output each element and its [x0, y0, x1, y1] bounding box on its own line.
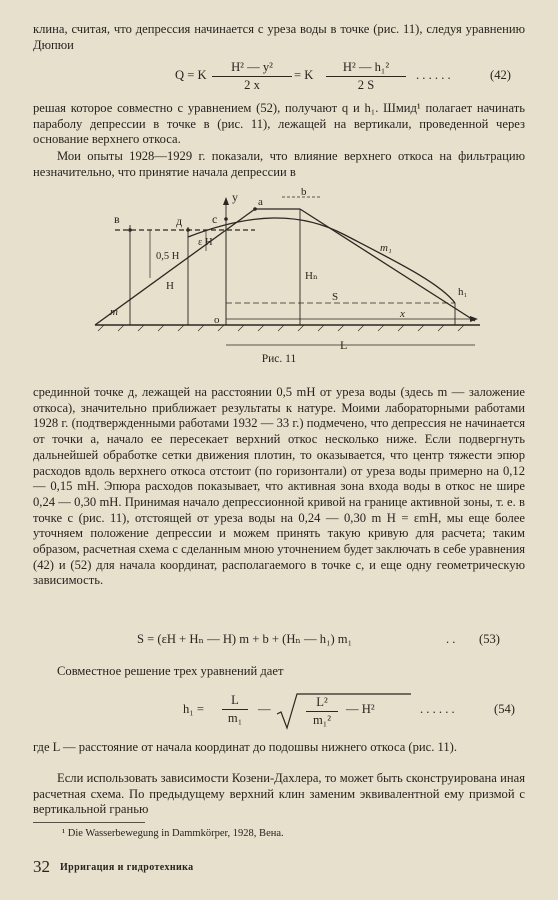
- sqrt-sign-icon: [275, 690, 415, 730]
- eq53-dots: . .: [446, 632, 456, 646]
- eq42-denominator-1: 2 x: [244, 78, 260, 92]
- eq54-denominator-1: m₁: [227, 711, 243, 725]
- eq42-lhs: Q = K: [175, 68, 207, 82]
- eq54-numerator-2: L²: [316, 695, 328, 709]
- equation-53: [0, 632, 558, 650]
- label-b: b: [301, 186, 307, 198]
- eq42-fraction-bar-2: [326, 76, 406, 77]
- journal-title: Ирригация и гидротехника: [60, 862, 194, 873]
- page-number: 32: [33, 857, 50, 876]
- depression-curve: [188, 218, 455, 303]
- figure-11: [0, 183, 558, 373]
- label-d: д: [176, 214, 183, 228]
- eq54-number: (54): [494, 702, 515, 716]
- figure-caption: Рис. 11: [261, 353, 297, 365]
- label-c: с: [212, 212, 218, 226]
- paragraph-4: срединной точке д, лежащей на расстоянии 0,5 mH от уреза воды (здесь m — заложение откоса), значительно приближает результаты к натуре. Моими лабораторными работами 1928 г. (подтвержденными работами 1932 — 33 г.) подмечено, что депрессия не начинается от точки а, начало ее пересекает верхний откос несколько ниже. Если подвергнуть дальнейшей обработке сетки движения плотин, то оказывается, что центр тяжести эпюр расходов вдоль верхнего откоса отстоит (по горизонтали) от уреза воды примерно на 0,12 — 0,15 mH. Эпюра расходов показывает, что активная зона входа воды в откос не шире 0,24 — 0,30 mH. Принимая начало депрессионной кривой на границе активной зоны, т. е. в точке с (рис. 11), отстоящей от уреза воды на 0,24 — 0,30 m H = εmH, мы еще более уточняем положение депрессии и можем принять такую кривую для расчета; таким образом, расчетная схема с сделанным мною уточнением будет заключать в себе уравнения (42) и (52) для начала координат, располагаемого в точке с, и еще одну геометрическую зависимость.: [33, 385, 525, 588]
- footnote: ¹ Die Wasserbewegung in Dammkörper, 1928, Вена.: [62, 828, 284, 839]
- eq54-fraction-bar-1: [222, 709, 248, 710]
- eq53-body: S = (εH + Hₙ — H) m + b + (Hₙ — h₁) m₁: [137, 632, 352, 646]
- label-l: L: [340, 338, 348, 352]
- paragraph-1: клина, считая, что депрессия начинается с уреза воды в точке (рис. 11), следуя уравнению Дюпюи: [33, 22, 525, 52]
- eq42-numerator-1: H² — y²: [231, 60, 273, 74]
- y-arrowhead: [223, 197, 229, 205]
- equation-54: [0, 690, 558, 730]
- eq54-numerator-1: L: [231, 693, 239, 707]
- eq42-numerator-2: H² — h₁²: [342, 60, 390, 74]
- label-s: S: [332, 291, 339, 303]
- eq53-number: (53): [479, 632, 500, 646]
- paragraph-7: Если использовать зависимости Козени-Дахлера, то может быть сконструирована иная расчетная схема. По предыдущему верхний клин заменим эквивалентной ему призмой с вертикальной гранью: [33, 771, 525, 817]
- point-b-dot: [128, 228, 132, 232]
- label-y: у: [232, 190, 238, 204]
- label-a: а: [258, 196, 263, 208]
- label-x: x: [400, 308, 405, 320]
- eq54-fraction-2: [306, 695, 338, 728]
- label-m: m: [110, 306, 118, 318]
- paragraph-2: решая которое совместно с уравнением (52), получают q и h₁. Шмид¹ полагает начинать параболу депрессии в точке в (рис. 11), лежащей на вертикали, проведенной через основание верхнего откоса.: [33, 101, 525, 147]
- label-m1: m₁: [380, 242, 392, 254]
- eq54-lhs: h₁ =: [183, 702, 204, 716]
- eq42-number: (42): [490, 68, 511, 82]
- label-h1: h₁: [458, 286, 468, 298]
- eq42-dots: . . . . . .: [416, 68, 451, 82]
- eq54-denominator-2: m₁²: [313, 713, 331, 727]
- eq42-fraction-2: [326, 60, 406, 93]
- label-h: H: [166, 280, 174, 292]
- eq54-dots: . . . . . .: [420, 702, 455, 716]
- equation-42: [0, 60, 558, 94]
- label-v: в: [114, 212, 120, 226]
- eq42-fraction-bar-1: [212, 76, 292, 77]
- label-eps-h: ε H: [198, 237, 213, 248]
- upstream-slope: [95, 209, 255, 325]
- eq42-fraction-1: [212, 60, 292, 93]
- eq54-minus: —: [258, 702, 271, 716]
- eq42-mid: = K: [294, 68, 314, 82]
- label-hn: Hₙ: [305, 270, 318, 282]
- paragraph-3: Мои опыты 1928—1929 г. показали, что влияние верхнего откоса на фильтрацию незначительно, что принятие начала депрессии в: [33, 149, 525, 179]
- label-o: o: [214, 314, 220, 326]
- eq54-tail: — H²: [346, 702, 375, 716]
- paragraph-6: где L — расстояние от начала координат до подошвы нижнего откоса (рис. 11).: [33, 740, 458, 754]
- paragraph-5: Совместное решение трех уравнений дает: [57, 664, 284, 678]
- point-a-dot: [253, 207, 257, 211]
- footnote-rule: [33, 822, 145, 823]
- point-c-dot: [224, 217, 228, 221]
- label-half-h: 0,5 H: [156, 251, 180, 262]
- point-d-dot: [186, 228, 190, 232]
- downstream-slope: [300, 209, 475, 321]
- eq54-fraction-bar-2: [306, 711, 338, 712]
- eq54-fraction-1: [222, 693, 248, 726]
- eq42-denominator-2: 2 S: [357, 78, 375, 92]
